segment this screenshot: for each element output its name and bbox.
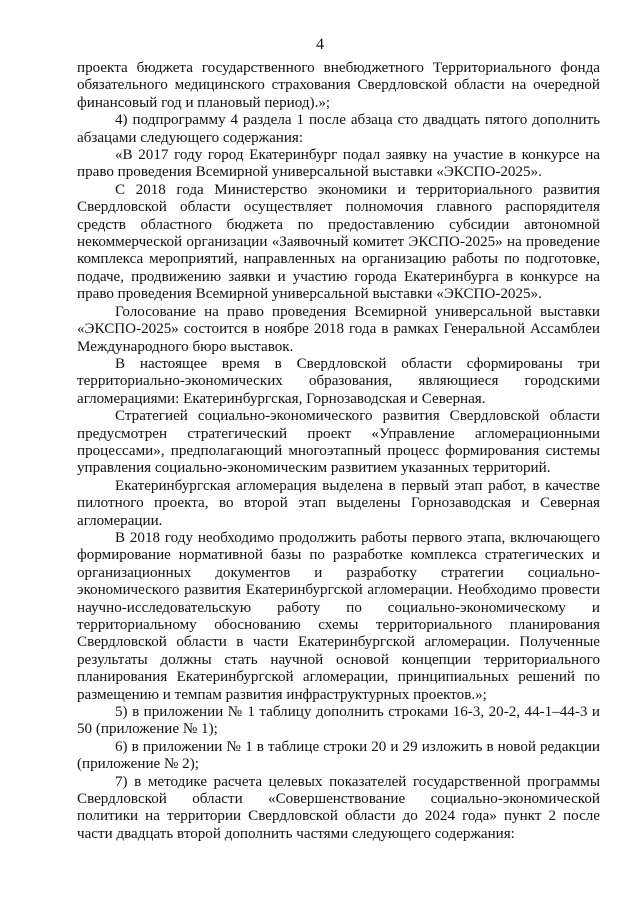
paragraph: Голосование на право проведения Всемирной универсальной выставки «ЭКСПО-2025» состоится в ноябре 2018 года в рамках Генеральной Ассамблеи Международного бюро выставок. [77, 303, 600, 355]
paragraph: 7) в методике расчета целевых показателей государственной программы Свердловской области «Совершенствование социально-экономической политики на территории Свердловской области до 2024 года» пункт 2 после части двадцать второй дополнить частями следующего содержания: [77, 773, 600, 842]
paragraph: 6) в приложении № 1 в таблице строки 20 и 29 изложить в новой редакции (приложение № 2); [77, 738, 600, 773]
paragraph: «В 2017 году город Екатеринбург подал заявку на участие в конкурсе на право проведения Всемирной универсальной выставки «ЭКСПО-2025». [77, 147, 600, 181]
paragraph: С 2018 года Министерство экономики и территориального развития Свердловской области осуществляет полномочия главного распорядителя средств областного бюджета по предоставлению субсидии автономной некоммерческой организации «Заявочный комитет ЭКСПО-2025» на проведение комплекса мероприятий, направленных на организацию работы по подготовке, подаче, продвижению заявки и участию города Екатеринбурга в конкурсе на право проведения Всемирной универсальной выставки «ЭКСПО-2025». [77, 181, 600, 303]
paragraph: В настоящее время в Свердловской области сформированы три территориально-экономических образования, являющиеся городскими агломерациями: Екатеринбургская, Горнозаводская и Северная. [77, 355, 600, 407]
paragraph: 5) в приложении № 1 таблицу дополнить строками 16-3, 20-2, 44-1–44-3 и 50 (приложение № 1); [77, 704, 600, 738]
paragraph: Стратегией социально-экономического развития Свердловской области предусмотрен стратегический проект «Управление агломерационными процессами», предполагающий многоэтапный процесс формирования системы управления социально-экономическим развитием указанных территорий. [77, 408, 600, 477]
paragraph: проекта бюджета государственного внебюджетного Территориального фонда обязательного медицинского страхования Свердловской области на очередной финансовый год и плановый период).»; [77, 60, 600, 111]
paragraph: 4) подпрограмму 4 раздела 1 после абзаца сто двадцать пятого дополнить абзацами следующего содержания: [77, 112, 600, 146]
page-number: 4 [316, 36, 324, 53]
paragraph: В 2018 году необходимо продолжить работы первого этапа, включающего формирование нормативной базы по разработке комплекса стратегических и организационных документов и разработку стратегии социально-экономического развития Екатеринбургской агломерации. Необходимо провести научно-исследовательскую работу по социально-экономическому и территориальному обоснованию схемы территориального планирования Свердловской области в части Екатеринбургской агломерации. Полученные результаты должны стать научной основой концепции территориального планирования Екатеринбургской агломерации, принципиальных решений по размещению и темпам развития инфраструктурных проектов.»; [77, 529, 600, 703]
document-body [77, 60, 600, 843]
paragraph: Екатеринбургская агломерация выделена в первый этап работ, в качестве пилотного проекта, во второй этап выделены Горнозаводская и Северная агломерации. [77, 477, 600, 529]
